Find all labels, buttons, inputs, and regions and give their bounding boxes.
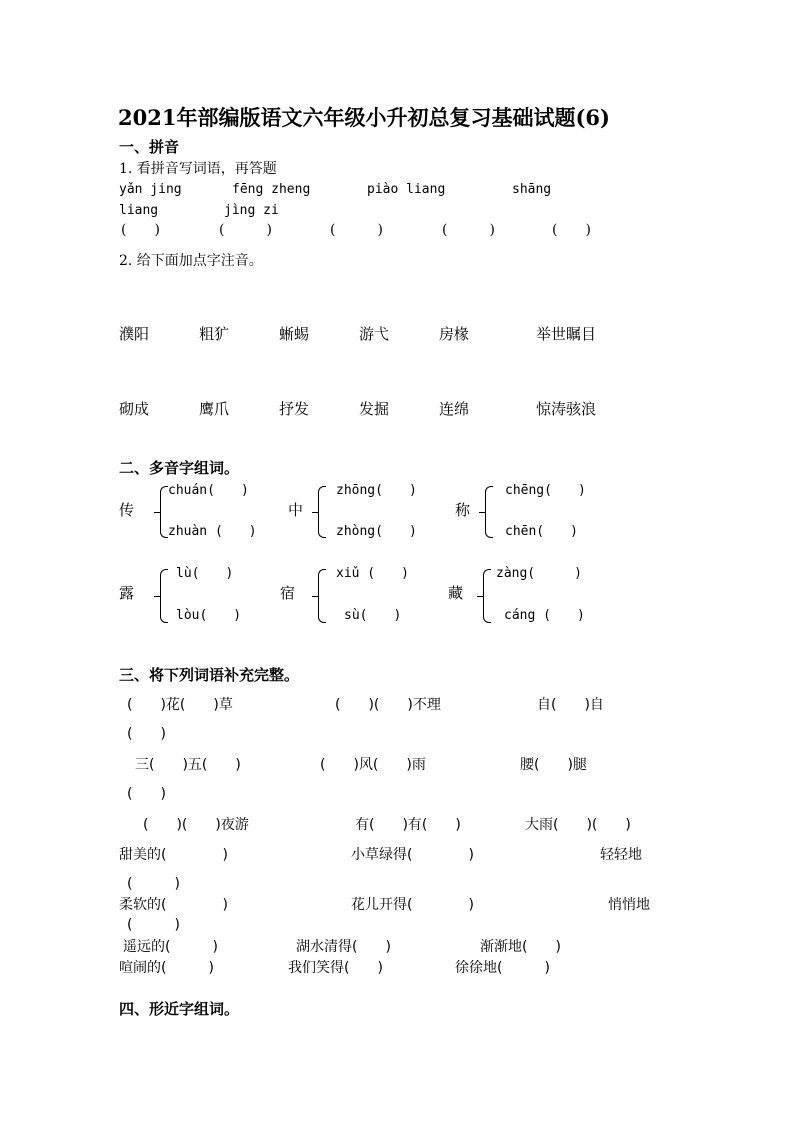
fill-item[interactable]: 遥远的( ) [123,939,218,955]
brace [483,569,491,623]
polyphone-reading: zhòng( ) [336,524,417,539]
polyphone-reading: lòu( ) [176,608,242,623]
answer-blank[interactable]: ( ) [219,222,272,238]
polyphone-reading: zhuàn ( ) [168,524,257,539]
polyphone-reading: chuán( ) [168,483,249,498]
brace [485,486,493,538]
question-1: 1. 看拼音写词语，再答题 [119,161,277,177]
polyphone-char: 称 [455,501,471,519]
pinyin-item: yǎn jing [119,182,182,197]
polyphone-char: 露 [119,584,135,602]
polyphone-char: 藏 [448,584,464,602]
fill-item: 悄悄地 [608,897,650,913]
fill-item[interactable]: 有( )有( ) [355,817,461,833]
fill-item[interactable]: 小草绿得( ) [351,847,474,863]
word-item: 砌成 [119,400,150,418]
word-item: 游弋 [359,325,390,343]
page-title: 2021年部编版语文六年级小升初总复习基础试题(6) [118,105,610,130]
polyphone-reading: cáng ( ) [504,608,585,623]
fill-item[interactable]: 我们笑得( ) [288,960,383,976]
answer-blank[interactable]: ( ) [552,222,591,238]
fill-item[interactable]: 三( )五( ) [135,757,241,773]
pinyin-item: piào liang [367,182,446,197]
fill-item[interactable]: 喧闹的( ) [119,960,214,976]
fill-item[interactable]: ( )( )不理 [335,697,441,713]
fill-item[interactable]: 湖水清得( ) [296,939,391,955]
section-heading-complete-words: 三、将下列词语补充完整。 [119,666,300,684]
brace [160,569,168,623]
polyphone-reading: lù( ) [176,566,234,581]
word-item: 发掘 [359,400,390,418]
polyphone-reading: zhōng( ) [336,483,417,498]
fill-item[interactable]: ( ) [127,786,166,802]
word-item: 濮阳 [119,325,150,343]
polyphone-char: 宿 [280,584,296,602]
brace [318,486,326,538]
pinyin-item: shāng [512,182,552,197]
answer-blank[interactable]: ( ) [330,222,383,238]
fill-item[interactable]: 渐渐地( ) [480,939,561,955]
word-item: 抒发 [279,400,310,418]
polyphone-reading: xiǔ ( ) [336,566,409,581]
fill-item[interactable]: 自( )自 [537,697,604,713]
fill-item[interactable]: 柔软的( ) [119,897,228,913]
fill-item[interactable]: ( ) [127,726,166,742]
polyphone-reading: sù( ) [344,608,402,623]
section-heading-pinyin: 一、拼音 [119,138,180,156]
polyphone-char: 中 [288,501,304,519]
fill-item[interactable]: ( ) [127,917,180,933]
brace [318,569,326,623]
word-item: 粗犷 [199,325,230,343]
fill-item[interactable]: ( )风( )雨 [320,757,426,773]
pinyin-item: fēng zheng [232,182,311,197]
fill-item[interactable]: 腰( )腿 [520,757,587,773]
question-2: 2. 给下面加点字注音。 [119,253,263,269]
word-item: 房椽 [439,325,470,343]
polyphone-reading: chēn( ) [505,524,578,539]
section-heading-similar-chars: 四、形近字组词。 [119,1000,240,1018]
fill-item[interactable]: 甜美的( ) [119,847,228,863]
fill-item[interactable]: ( ) [127,876,180,892]
fill-item[interactable]: ( )( )夜游 [143,817,249,833]
word-item: 举世瞩目 [536,325,597,343]
pinyin-item: liang [119,203,159,218]
word-item: 蜥蜴 [279,325,310,343]
word-item: 惊涛骇浪 [536,400,597,418]
answer-blank[interactable]: ( ) [121,222,160,238]
fill-item[interactable]: 徐徐地( ) [455,960,550,976]
polyphone-char: 传 [119,501,135,519]
polyphone-reading: zàng( ) [496,566,582,581]
answer-blank[interactable]: ( ) [442,222,495,238]
fill-item[interactable]: ( )花( )草 [127,697,233,713]
fill-item: 轻轻地 [600,847,642,863]
brace [160,486,168,538]
polyphone-reading: chēng( ) [505,483,586,498]
word-item: 连绵 [439,400,470,418]
word-item: 鹰爪 [199,400,230,418]
fill-item[interactable]: 大雨( )( ) [525,817,631,833]
pinyin-item: jìng zi [224,203,279,218]
section-heading-polyphone: 二、多音字组词。 [119,459,240,477]
fill-item[interactable]: 花儿开得( ) [351,897,474,913]
